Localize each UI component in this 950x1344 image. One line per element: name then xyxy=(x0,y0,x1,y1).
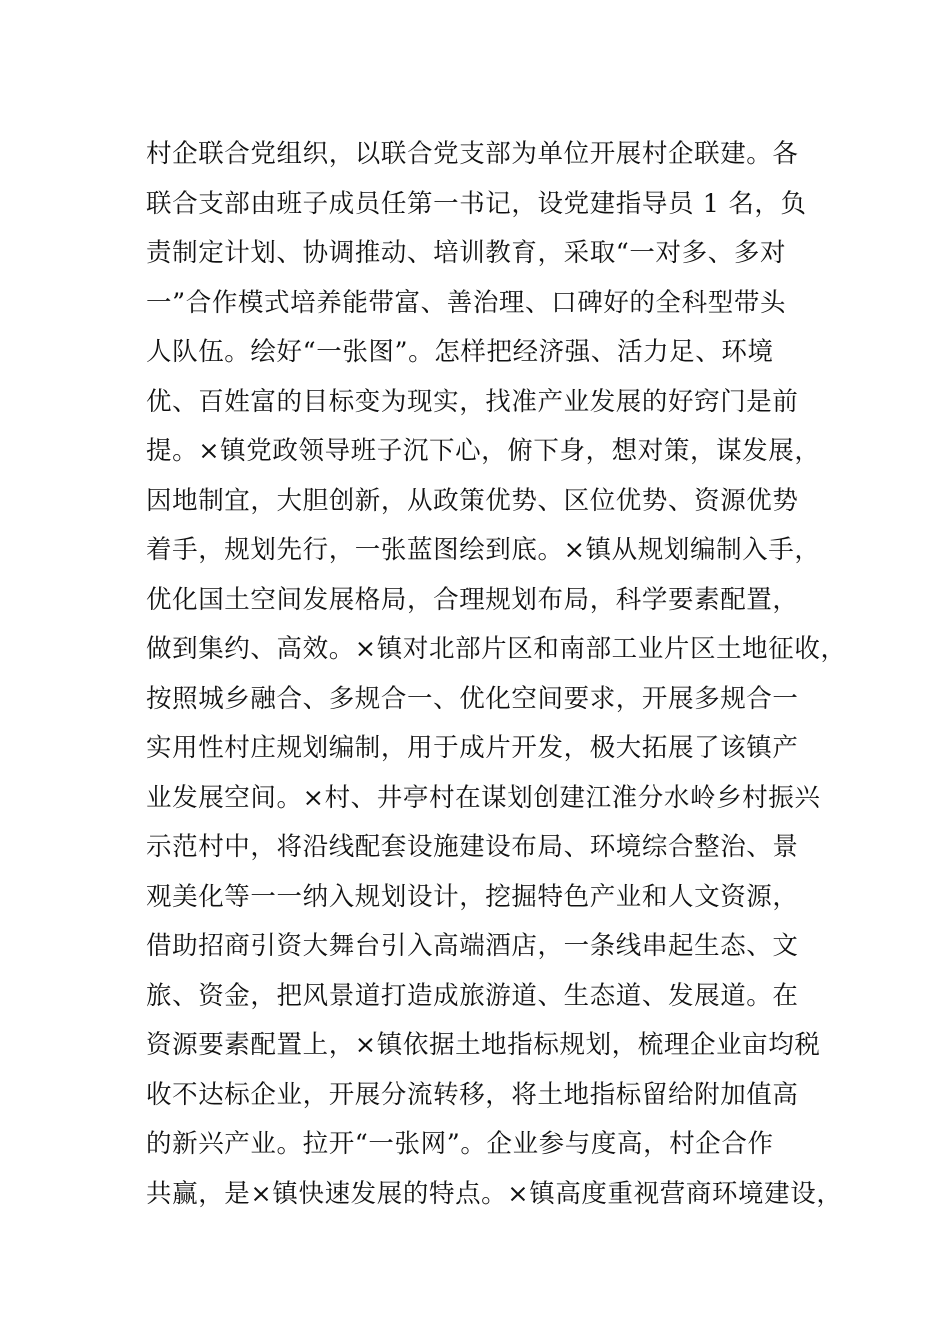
text-line: 人队伍。绘好“一张图”。怎样把经济强、活力足、环境 xyxy=(146,337,774,367)
text-line: 观美化等一一纳入规划设计，挖掘特色产业和人文资源， xyxy=(146,881,799,912)
text-line: 优、百姓富的目标变为现实，找准产业发展的好窍门是前 xyxy=(146,386,799,417)
text-line: 旅、资金，把风景道打造成旅游道、生态道、发展道。在 xyxy=(146,980,799,1011)
body-text xyxy=(146,130,847,1219)
text-line: 责制定计划、协调推动、培训教育，采取“一对多、多对 xyxy=(146,238,787,268)
text-line: 的新兴产业。拉开“一张网”。企业参与度高，村企合作 xyxy=(146,1129,774,1159)
text-line: 因地制宜，大胆创新，从政策优势、区位优势、资源优势 xyxy=(146,485,799,516)
text-line: 借助招商引资大舞台引入高端酒店，一条线串起生态、文 xyxy=(146,931,799,961)
text-line: 村企联合党组织，以联合党支部为单位开展村企联建。各 xyxy=(146,139,799,169)
text-line: 实用性村庄规划编制，用于成片开发，极大拓展了该镇产 xyxy=(146,733,799,763)
text-line: 按照城乡融合、多规合一、优化空间要求，开展多规合一 xyxy=(146,683,799,714)
text-line: 做到集约、高效。×镇对北部片区和南部工业片区土地征收， xyxy=(146,634,847,664)
text-line: 联合支部由班子成员任第一书记，设党建指导员 1 名，负 xyxy=(146,188,807,219)
text-line: 收不达标企业，开展分流转移，将土地指标留给附加值高 xyxy=(146,1079,799,1110)
text-line: 优化国土空间发展格局，合理规划布局，科学要素配置， xyxy=(146,584,799,615)
text-line: 共赢，是×镇快速发展的特点。×镇高度重视营商环境建设， xyxy=(146,1178,843,1209)
text-line: 资源要素配置上，×镇依据土地指标规划，梳理企业亩均税 xyxy=(146,1030,821,1060)
text-line: 示范村中，将沿线配套设施建设布局、环境综合整治、景 xyxy=(146,832,799,862)
text-line: 业发展空间。×村、井亭村在谋划创建江淮分水岭乡村振兴 xyxy=(146,782,821,813)
text-line: 着手，规划先行，一张蓝图绘到底。×镇从规划编制入手， xyxy=(146,535,821,565)
text-line: 提。×镇党政领导班子沉下心，俯下身，想对策，谋发展， xyxy=(146,436,821,466)
text-line: 一”合作模式培养能带富、善治理、口碑好的全科型带头 xyxy=(146,287,787,318)
